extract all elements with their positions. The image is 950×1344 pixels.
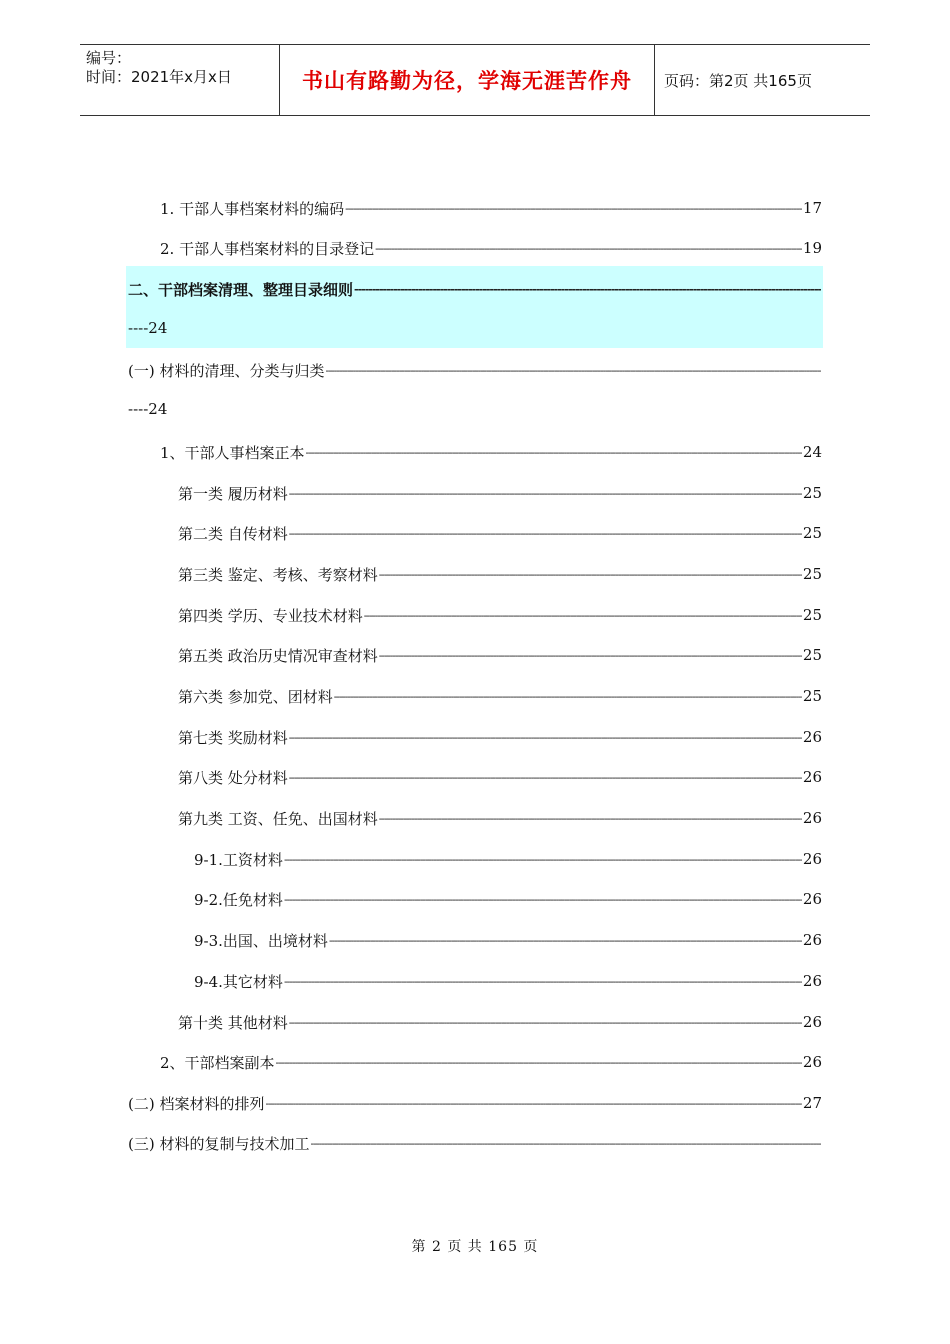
header-motto: 书山有路勤为径，学海无涯苦作舟 (280, 45, 655, 115)
header-meta (80, 45, 280, 115)
toc-entry[interactable]: 第七类 奖励材料 ----- 26 (178, 725, 822, 749)
toc-entry[interactable]: 第五类 政治历史情况审查材料 ----- 25 (178, 643, 822, 667)
toc-entry[interactable]: 第三类 鉴定、考核、考察材料 ----- 25 (178, 562, 822, 586)
toc-entry[interactable]: 2. 干部人事档案材料的目录登记 ----- 19 (160, 236, 822, 260)
page-footer: 第 2 页 共 165 页 (411, 1239, 539, 1255)
toc-entry[interactable]: 第九类 工资、任免、出国材料 ----- 26 (178, 806, 822, 830)
toc-entry[interactable]: 1、干部人事档案正本 ----- 24 (160, 440, 822, 464)
toc-entry[interactable]: 第十类 其他材料 ----- 26 (178, 1010, 822, 1034)
toc-entry[interactable]: 2、干部档案副本 ----- 26 (160, 1050, 822, 1074)
toc-entry-section[interactable]: 二、干部档案清理、整理目录细则 ----- (128, 277, 822, 301)
page-header (80, 44, 870, 116)
toc-entry[interactable]: 1. 干部人事档案材料的编码 ----- 17 (160, 196, 822, 220)
toc-entry[interactable]: 第二类 自传材料 ----- 25 (178, 521, 822, 545)
toc-entry[interactable]: (二) 档案材料的排列 ----- 27 (128, 1091, 822, 1115)
toc-entry[interactable]: 第六类 参加党、团材料 ----- 25 (178, 684, 822, 708)
toc-entry[interactable]: 9-3.出国、出境材料 ----- 26 (194, 928, 822, 952)
toc-wrapped-page: ----24 (128, 400, 168, 418)
toc-entry[interactable]: 第一类 履历材料 ----- 25 (178, 481, 822, 505)
toc-entry[interactable]: 第四类 学历、专业技术材料 ----- 25 (178, 603, 822, 627)
toc-wrapped-page: ----24 (128, 319, 168, 337)
toc-entry[interactable]: 9-1.工资材料 ----- 26 (194, 847, 822, 871)
toc-entry[interactable]: 9-4.其它材料 ----- 26 (194, 969, 822, 993)
toc-entry[interactable]: (三) 材料的复制与技术加工 ----- (128, 1131, 822, 1155)
time-label: 时间：2021年x月x日 (86, 68, 232, 86)
number-label: 编号： (86, 49, 132, 67)
header-page-info: 页码：第2页 共165页 (664, 71, 812, 90)
toc-entry[interactable]: (一) 材料的清理、分类与归类 ----- (128, 358, 822, 382)
toc-entry[interactable]: 第八类 处分材料 ----- 26 (178, 765, 822, 789)
toc-entry[interactable]: 9-2.任免材料 ----- 26 (194, 887, 822, 911)
